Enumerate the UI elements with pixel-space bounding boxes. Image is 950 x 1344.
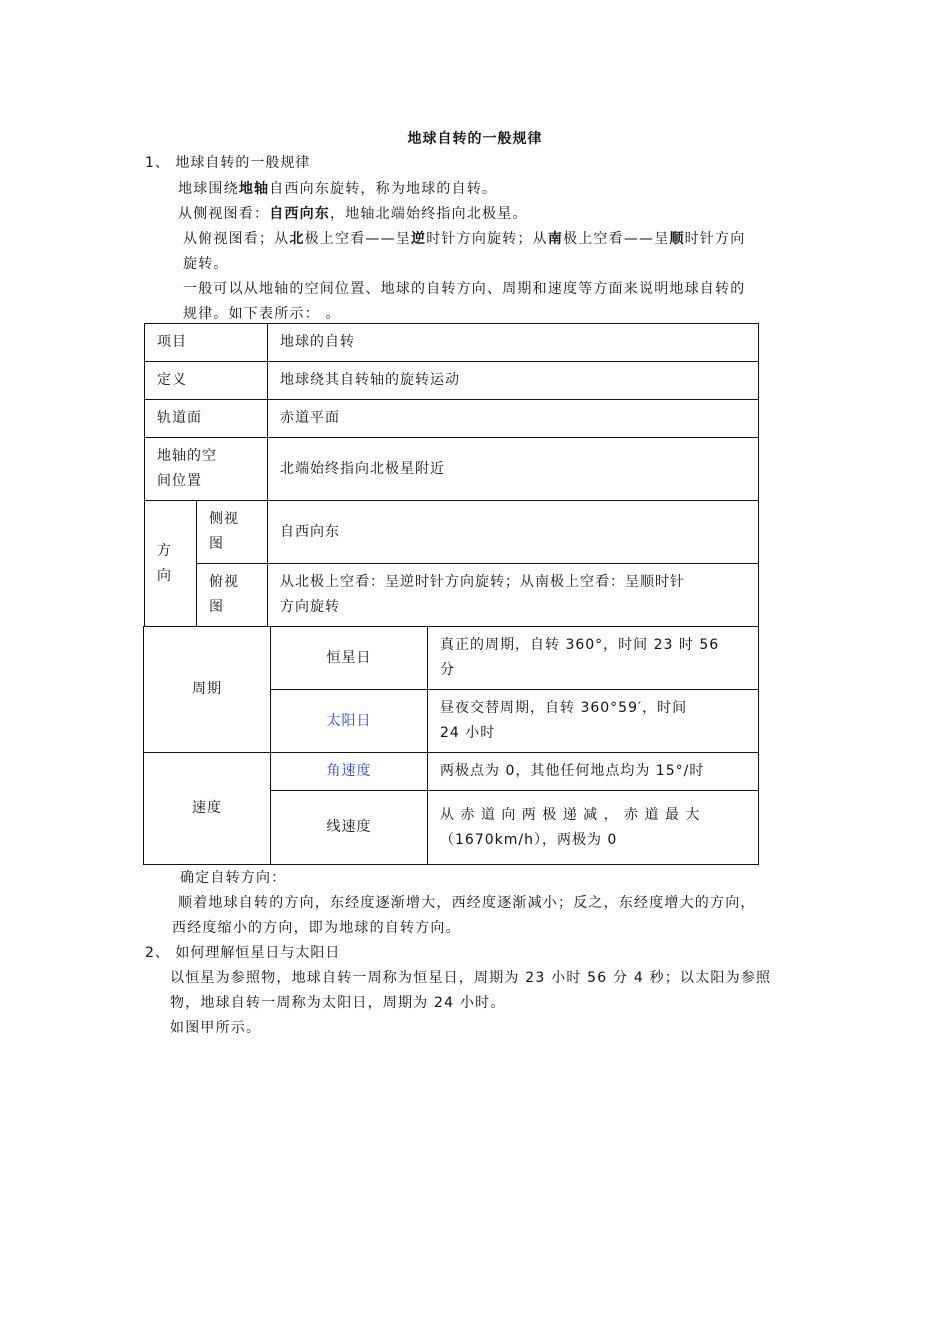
angular-speed-label-cell: 角速度 <box>271 753 428 791</box>
label-line: 图 <box>209 536 224 552</box>
emphasis-counter: 逆 <box>411 231 427 247</box>
table-cell-label <box>145 438 268 501</box>
paragraph-sidereal-solar-cont: 物，地球自转一周称为太阳日，周期为 24 小时。 <box>170 995 506 1011</box>
side-view-label-cell <box>197 501 268 564</box>
section-2-heading: 2、 如何理解恒星日与太阳日 <box>145 945 341 961</box>
paragraph-rotation-definition <box>178 178 497 198</box>
page-title: 地球自转的一般规律 <box>407 131 543 147</box>
paragraph-general-intro-cont: 规律。如下表所示： 。 <box>183 306 341 322</box>
solar-day-value-cell <box>428 690 759 753</box>
paragraph-figure-ref: 如图甲所示。 <box>170 1020 262 1036</box>
text-segment: 时针方向旋转；从 <box>426 231 548 247</box>
angular-speed-value-cell: 两极点为 0，其他任何地点均为 15°/时 <box>428 753 759 791</box>
direction-rule: 顺着地球自转的方向，东经度逐渐增大，西经度逐渐减小；反之，东经度增大的方向， <box>178 895 756 911</box>
value-line: 24 小时 <box>440 725 496 741</box>
table-cell-value: 赤道平面 <box>268 400 759 438</box>
emphasis-west-to-east: 自西向东 <box>269 206 331 222</box>
top-view-value-cell <box>268 564 759 627</box>
text-segment: 从侧视图看： <box>178 206 270 222</box>
label-line: 间位置 <box>157 473 202 489</box>
label-line: 侧视 <box>209 511 239 527</box>
sidereal-day-value-cell <box>428 627 759 690</box>
table-row <box>145 438 759 501</box>
label-line: 地轴的空 <box>157 448 217 464</box>
text-segment: 从俯视图看；从 <box>183 231 290 247</box>
solar-day-label-cell: 太阳日 <box>271 690 428 753</box>
table-cell-label: 轨道面 <box>145 400 268 438</box>
table-row <box>144 627 759 690</box>
period-label-cell: 周期 <box>144 627 271 753</box>
label-line: 图 <box>209 599 224 615</box>
linear-speed-value-cell <box>428 791 759 865</box>
table-row <box>145 564 759 627</box>
determine-direction-label: 确定自转方向： <box>180 870 287 886</box>
side-view-value-cell: 自西向东 <box>268 501 759 564</box>
label-line: 俯视 <box>209 574 239 590</box>
sidereal-day-label-cell: 恒星日 <box>271 627 428 690</box>
linear-speed-label-cell: 线速度 <box>271 791 428 865</box>
rotation-table-1 <box>144 323 759 627</box>
section-1-heading: 1、 地球自转的一般规律 <box>145 155 311 171</box>
emphasis-axis: 地轴 <box>238 181 270 197</box>
paragraph-side-view <box>178 203 528 223</box>
value-line: 真正的周期，自转 360°，时间 23 时 56 <box>440 637 720 653</box>
direction-label-cell <box>145 501 197 627</box>
paragraph-top-view <box>183 228 745 248</box>
value-line: （1670km/h），两极为 0 <box>440 831 618 848</box>
paragraph-top-view-cont: 旋转。 <box>183 256 229 272</box>
table-row <box>145 324 759 362</box>
emphasis-south: 南 <box>547 231 564 247</box>
text-segment: 极上空看——呈 <box>304 231 412 247</box>
text-segment: ，地轴北端始终指向北极星。 <box>330 206 528 222</box>
table-row <box>145 400 759 438</box>
speed-label-cell: 速度 <box>144 753 271 865</box>
label-line: 向 <box>157 567 172 584</box>
value-line: 方向旋转 <box>280 599 340 615</box>
value-line: 从北极上空看：呈逆时针方向旋转；从南极上空看：呈顺时针 <box>280 574 685 590</box>
value-line: 昼夜交替周期，自转 360°59′，时间 <box>440 700 688 716</box>
direction-rule-cont: 西经度缩小的方向，即为地球的自转方向。 <box>172 920 461 936</box>
table-row <box>145 501 759 564</box>
value-line: 分 <box>440 662 455 678</box>
table-cell-value: 北端始终指向北极星附近 <box>268 438 759 501</box>
table-cell-value: 地球绕其自转轴的旋转运动 <box>268 362 759 400</box>
rotation-table-2 <box>143 626 759 865</box>
emphasis-clockwise: 顺 <box>669 231 685 247</box>
table-row <box>145 362 759 400</box>
value-line: 从 赤 道 向 两 极 递 减 ， 赤 道 最 大 <box>440 806 701 823</box>
text-segment: 自西向东旋转，称为地球的自转。 <box>269 181 498 197</box>
top-view-label-cell <box>197 564 268 627</box>
paragraph-sidereal-solar: 以恒星为参照物，地球自转一周称为恒星日，周期为 23 小时 56 分 4 秒；以太阳为参照 <box>170 970 772 986</box>
table-cell-label: 项目 <box>145 324 268 362</box>
text-segment: 地球围绕 <box>178 181 239 197</box>
text-segment: 时针方向 <box>684 231 746 247</box>
table-row <box>144 753 759 791</box>
table-cell-value: 地球的自转 <box>268 324 759 362</box>
emphasis-north: 北 <box>289 231 305 247</box>
paragraph-general-intro: 一般可以从地轴的空间位置、地球的自转方向、周期和速度等方面来说明地球自转的 <box>183 281 746 297</box>
text-segment: 极上空看——呈 <box>563 231 670 247</box>
table-cell-label: 定义 <box>145 362 268 400</box>
label-line: 方 <box>157 542 172 559</box>
